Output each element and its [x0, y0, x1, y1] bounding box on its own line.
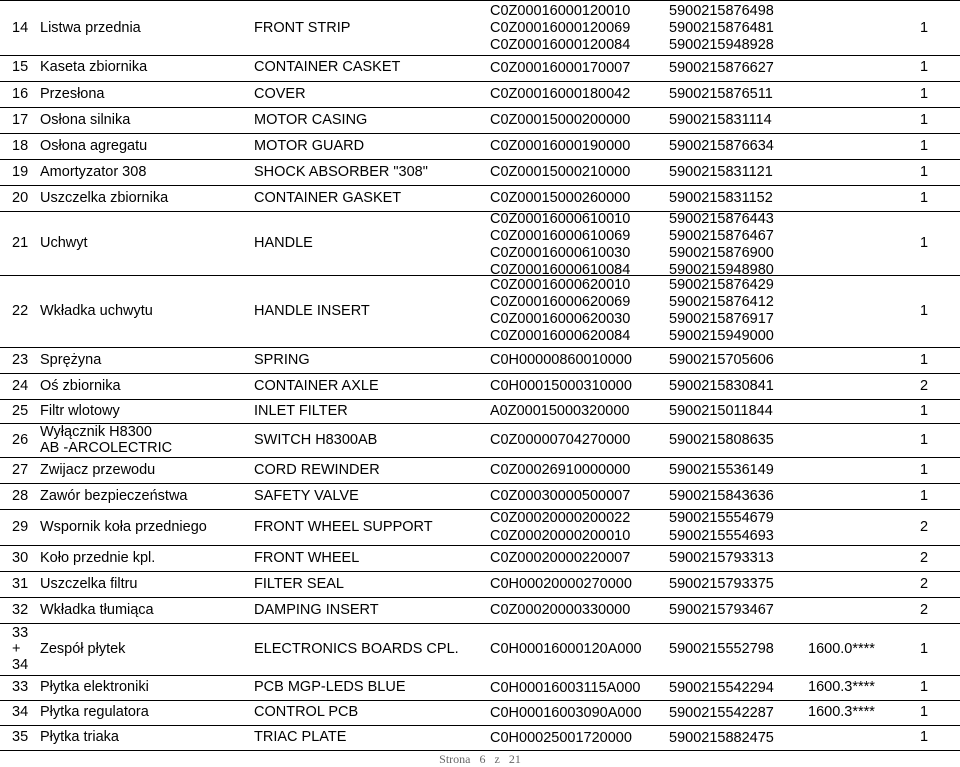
ean-code: 5900215948928 — [669, 37, 774, 53]
part-name-english: DAMPING INSERT — [254, 602, 379, 618]
quantity: 1 — [920, 729, 929, 745]
ean-code: 5900215876511 — [669, 86, 773, 102]
part-code: C0Z00016000170007 — [490, 60, 631, 76]
table-row — [0, 347, 960, 374]
part-code: C0Z00000704270000 — [490, 432, 631, 448]
part-name-english: SAFETY VALVE — [254, 488, 359, 504]
table-row — [0, 725, 960, 751]
part-name-polish: Uchwyt — [40, 235, 88, 251]
part-code: C0Z00016000610069 — [490, 228, 631, 244]
table-row — [0, 509, 960, 546]
ean-code: 5900215876412 — [669, 294, 774, 310]
table-row — [0, 211, 960, 276]
part-code: C0H00015000310000 — [490, 378, 632, 394]
part-name-english: PCB MGP-LEDS BLUE — [254, 679, 406, 695]
ean-code: 5900215554679 — [669, 510, 774, 526]
footer-total: 21 — [508, 752, 521, 766]
table-row — [0, 423, 960, 458]
part-code: C0Z00016000620030 — [490, 311, 631, 327]
item-number: 25 — [12, 403, 29, 419]
part-name-english: FRONT STRIP — [254, 20, 351, 36]
part-name-english: FRONT WHEEL SUPPORT — [254, 519, 433, 535]
table-row — [0, 675, 960, 701]
item-number: 30 — [12, 550, 29, 566]
ean-code: 5900215542287 — [669, 705, 774, 721]
footer-sep: z — [494, 752, 500, 766]
quantity: 1 — [920, 20, 929, 36]
part-name-polish: Wkładka uchwytu — [40, 303, 153, 319]
part-code: C0Z00015000210000 — [490, 164, 631, 180]
item-number: 27 — [12, 462, 29, 478]
part-name-polish: Listwa przednia — [40, 20, 141, 36]
quantity: 1 — [920, 190, 929, 206]
part-code: C0Z00020000330000 — [490, 602, 631, 618]
quantity: 1 — [920, 641, 929, 657]
part-name-english: FRONT WHEEL — [254, 550, 360, 566]
part-code: C0Z00016000610010 — [490, 211, 631, 227]
item-number: 24 — [12, 378, 29, 394]
ean-code: 5900215948980 — [669, 262, 774, 278]
quantity: 1 — [920, 352, 929, 368]
quantity: 1 — [920, 303, 929, 319]
ean-code: 5900215882475 — [669, 730, 774, 746]
ean-code: 5900215793467 — [669, 602, 774, 618]
quantity: 2 — [920, 378, 929, 394]
part-name-polish: Wyłącznik H8300 AB -ARCOLECTRIC — [40, 424, 173, 456]
part-code: C0Z00016000620069 — [490, 294, 631, 310]
part-name-english: CONTAINER CASKET — [254, 59, 401, 75]
ean-code: 5900215831121 — [669, 164, 773, 180]
part-name-polish: Osłona silnika — [40, 112, 131, 128]
part-name-polish: Osłona agregatu — [40, 138, 148, 154]
item-number: 20 — [12, 190, 29, 206]
part-code: C0Z00016000120084 — [490, 37, 631, 53]
part-name-polish: Płytka triaka — [40, 729, 119, 745]
table-row — [0, 457, 960, 484]
table-row — [0, 373, 960, 400]
part-name-english: ELECTRONICS BOARDS CPL. — [254, 641, 459, 657]
table-row — [0, 571, 960, 598]
part-name-english: SHOCK ABSORBER "308" — [254, 164, 428, 180]
quantity: 1 — [920, 164, 929, 180]
part-name-english: COVER — [254, 86, 306, 102]
part-name-polish: Sprężyna — [40, 352, 102, 368]
item-number: 14 — [12, 20, 29, 36]
part-name-english: HANDLE — [254, 235, 313, 251]
table-row — [0, 54, 960, 82]
part-name-english: FILTER SEAL — [254, 576, 344, 592]
item-number: 32 — [12, 602, 29, 618]
part-code: C0Z00030000500007 — [490, 488, 631, 504]
part-name-polish: Amortyzator 308 — [40, 164, 147, 180]
quantity: 2 — [920, 576, 929, 592]
part-code: C0Z00026910000000 — [490, 462, 631, 478]
item-number: 18 — [12, 138, 29, 154]
ean-code: 5900215949000 — [669, 328, 774, 344]
quantity: 1 — [920, 704, 929, 720]
ean-code: 5900215793313 — [669, 550, 774, 566]
ean-code: 5900215876467 — [669, 228, 774, 244]
part-name-english: SPRING — [254, 352, 310, 368]
table-row — [0, 399, 960, 424]
table-row — [0, 483, 960, 510]
item-number: 35 — [12, 729, 29, 745]
quantity: 2 — [920, 602, 929, 618]
part-code: C0H00020000270000 — [490, 576, 632, 592]
part-name-english: MOTOR CASING — [254, 112, 368, 128]
part-code: C0H00000860010000 — [490, 352, 632, 368]
ean-code: 5900215876429 — [669, 277, 774, 293]
software-version: 1600.3**** — [808, 679, 875, 695]
part-name-english: SWITCH H8300AB — [254, 432, 378, 448]
quantity: 1 — [920, 679, 929, 695]
ean-code: 5900215831114 — [669, 112, 772, 128]
part-name-english: TRIAC PLATE — [254, 729, 347, 745]
item-number: 33 + 34 — [12, 625, 29, 673]
part-name-polish: Zawór bezpieczeństwa — [40, 488, 188, 504]
part-code: C0Z00016000620010 — [490, 277, 631, 293]
ean-code: 5900215876498 — [669, 3, 774, 19]
part-code: C0Z00020000220007 — [490, 550, 631, 566]
part-name-polish: Płytka regulatora — [40, 704, 149, 720]
part-code: C0Z00016000620084 — [490, 328, 631, 344]
footer-word: Strona — [439, 752, 471, 766]
part-name-polish: Koło przednie kpl. — [40, 550, 156, 566]
item-number: 31 — [12, 576, 29, 592]
table-row — [0, 275, 960, 348]
item-number: 22 — [12, 303, 29, 319]
ean-code: 5900215876634 — [669, 138, 774, 154]
quantity: 2 — [920, 519, 929, 535]
part-name-polish: Płytka elektroniki — [40, 679, 149, 695]
part-name-english: HANDLE INSERT — [254, 303, 370, 319]
item-number: 19 — [12, 164, 29, 180]
ean-code: 5900215831152 — [669, 190, 773, 206]
footer-page: 6 — [479, 752, 486, 766]
ean-code: 5900215552798 — [669, 641, 774, 657]
part-name-polish: Wkładka tłumiąca — [40, 602, 154, 618]
item-number: 15 — [12, 59, 29, 75]
item-number: 34 — [12, 704, 29, 720]
part-code: C0H00025001720000 — [490, 730, 632, 746]
quantity: 1 — [920, 462, 929, 478]
part-name-polish: Przesłona — [40, 86, 105, 102]
table-row — [0, 700, 960, 726]
part-code: C0Z00020000200010 — [490, 528, 631, 544]
item-number: 29 — [12, 519, 29, 535]
part-name-english: INLET FILTER — [254, 403, 348, 419]
ean-code: 5900215808635 — [669, 432, 774, 448]
item-number: 23 — [12, 352, 29, 368]
part-name-polish: Filtr wlotowy — [40, 403, 120, 419]
table-row — [0, 81, 960, 108]
part-code: C0Z00016000610084 — [490, 262, 631, 278]
item-number: 26 — [12, 432, 29, 448]
part-code: C0H00016003115A000 — [490, 680, 641, 696]
quantity: 1 — [920, 138, 929, 154]
table-row — [0, 623, 960, 676]
table-row — [0, 133, 960, 160]
part-name-polish: Wspornik koła przedniego — [40, 519, 207, 535]
ean-code: 5900215876917 — [669, 311, 774, 327]
part-name-polish: Kaseta zbiornika — [40, 59, 148, 75]
item-number: 16 — [12, 86, 29, 102]
part-code: C0Z00016000120069 — [490, 20, 631, 36]
ean-code: 5900215536149 — [669, 462, 774, 478]
part-name-english: CORD REWINDER — [254, 462, 380, 478]
part-name-english: CONTROL PCB — [254, 704, 359, 720]
table-row — [0, 185, 960, 212]
ean-code: 5900215876443 — [669, 211, 774, 227]
item-number: 21 — [12, 235, 29, 251]
part-code: C0H00016003090A000 — [490, 705, 642, 721]
table-row — [0, 597, 960, 624]
part-name-polish: Oś zbiornika — [40, 378, 121, 394]
quantity: 1 — [920, 59, 929, 75]
item-number: 33 — [12, 679, 29, 695]
quantity: 1 — [920, 112, 929, 128]
quantity: 1 — [920, 86, 929, 102]
item-number: 28 — [12, 488, 29, 504]
ean-code: 5900215542294 — [669, 680, 774, 696]
ean-code: 5900215554693 — [669, 528, 774, 544]
ean-code: 5900215705606 — [669, 352, 774, 368]
ean-code: 5900215876627 — [669, 60, 774, 76]
software-version: 1600.0**** — [808, 641, 875, 657]
table-row — [0, 107, 960, 134]
part-code: A0Z00015000320000 — [490, 403, 630, 419]
part-code: C0Z00016000180042 — [490, 86, 631, 102]
ean-code: 5900215011844 — [669, 403, 773, 419]
table-row — [0, 545, 960, 572]
part-name-polish: Uszczelka zbiornika — [40, 190, 169, 206]
table-row — [0, 159, 960, 186]
quantity: 1 — [920, 403, 929, 419]
ean-code: 5900215876900 — [669, 245, 774, 261]
ean-code: 5900215793375 — [669, 576, 774, 592]
quantity: 1 — [920, 235, 929, 251]
part-name-polish: Uszczelka filtru — [40, 576, 138, 592]
part-code: C0Z00015000200000 — [490, 112, 631, 128]
ean-code: 5900215876481 — [669, 20, 774, 36]
part-name-english: MOTOR GUARD — [254, 138, 365, 154]
part-code: C0Z00016000120010 — [490, 3, 631, 19]
part-code: C0Z00020000200022 — [490, 510, 631, 526]
quantity: 1 — [920, 432, 929, 448]
item-number: 17 — [12, 112, 29, 128]
part-code: C0Z00016000190000 — [490, 138, 631, 154]
ean-code: 5900215830841 — [669, 378, 774, 394]
software-version: 1600.3**** — [808, 704, 875, 720]
ean-code: 5900215843636 — [669, 488, 774, 504]
quantity: 2 — [920, 550, 929, 566]
part-code: C0H00016000120A000 — [490, 641, 642, 657]
part-name-english: CONTAINER GASKET — [254, 190, 402, 206]
table-row — [0, 0, 960, 56]
part-name-english: CONTAINER AXLE — [254, 378, 379, 394]
part-code: C0Z00015000260000 — [490, 190, 631, 206]
part-name-polish: Zwijacz przewodu — [40, 462, 156, 478]
quantity: 1 — [920, 488, 929, 504]
part-name-polish: Zespół płytek — [40, 641, 126, 657]
part-code: C0Z00016000610030 — [490, 245, 631, 261]
